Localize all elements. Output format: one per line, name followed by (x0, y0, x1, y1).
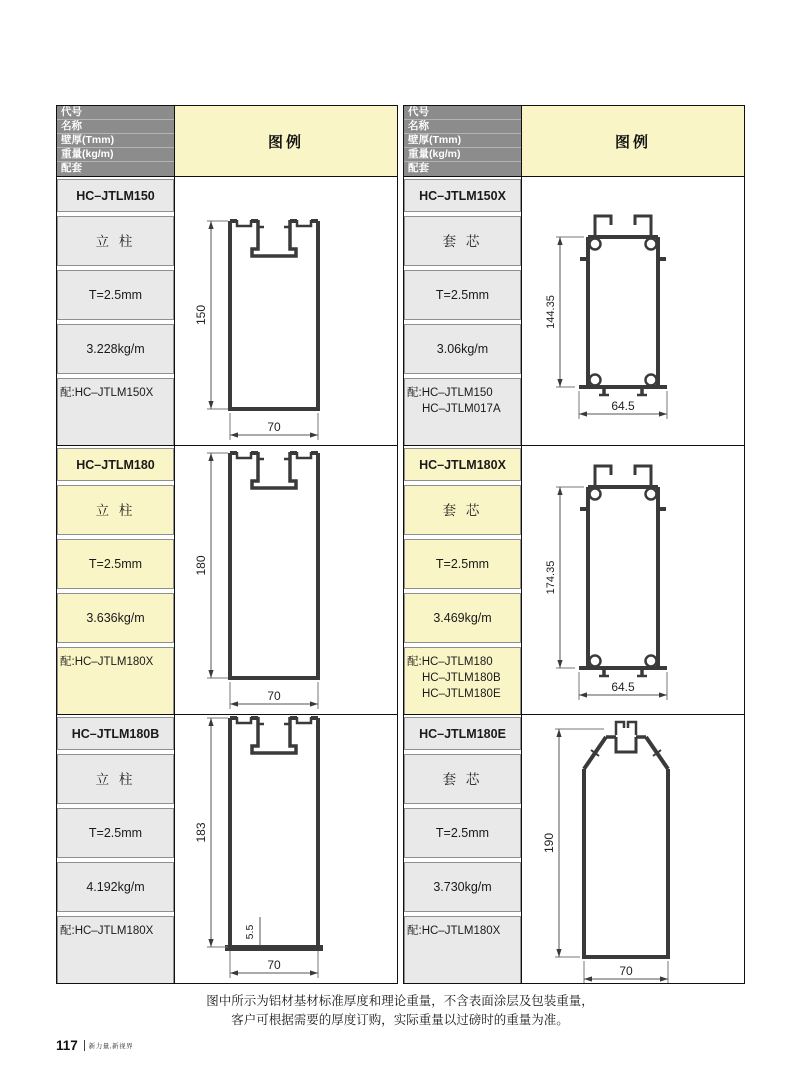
header-row-thickness: 壁厚(Tmm) (57, 134, 174, 148)
profile-weight: 4.192kg/m (57, 862, 174, 912)
cross-section-drawing (175, 177, 396, 445)
header-row-match: 配套 (408, 162, 429, 174)
profile-entry (57, 445, 397, 714)
profile-drawing-cell (175, 177, 397, 445)
dimension-label: 70 (267, 689, 281, 703)
profile-entry (57, 176, 397, 445)
header-row-name: 名称 (57, 120, 174, 134)
match-code-line: 配:HC–JTLM180 (407, 656, 493, 668)
profile-weight: 3.730kg/m (404, 862, 521, 912)
profile-match-codes (57, 647, 174, 714)
dimension-label: 5.5 (244, 924, 256, 940)
header-row-code: 代号 (404, 106, 521, 120)
match-code-line: HC–JTLM180E (422, 688, 501, 701)
footnote-line-1: 图中所示为铝材基材标准厚度和理论重量，不含表面涂层及包装重量， (206, 994, 594, 1008)
profile-match-codes (57, 916, 174, 983)
footnote (0, 992, 800, 1031)
profile-match-codes (57, 378, 174, 445)
cross-section-drawing (522, 177, 743, 445)
profile-drawing-cell (522, 715, 744, 983)
profile-thickness: T=2.5mm (57, 270, 174, 320)
dimension-label: 150 (194, 304, 208, 326)
dimension-label: 64.5 (611, 399, 635, 413)
dimension-label: 64.5 (611, 680, 635, 694)
profile-entry (57, 714, 397, 983)
header-row-match: 配套 (61, 162, 82, 174)
profile-weight: 3.06kg/m (404, 324, 521, 374)
profile-name: 立 柱 (57, 216, 174, 266)
table-header (57, 106, 397, 176)
table-header (404, 106, 744, 176)
profile-drawing-cell (522, 446, 744, 714)
dimension-label: 144.35 (545, 295, 557, 329)
profile-drawing-cell (175, 446, 397, 714)
header-row-name: 名称 (404, 120, 521, 134)
entry-spec-column (404, 446, 522, 714)
profile-drawing-cell (522, 177, 744, 445)
dimension-label: 183 (194, 822, 208, 843)
profile-tables (56, 105, 745, 984)
match-code-line: 配:HC–JTLM180X (60, 925, 154, 937)
cross-section-drawing (522, 715, 743, 983)
entry-spec-column (57, 177, 175, 445)
header-row-code: 代号 (57, 106, 174, 120)
entries-right (404, 176, 744, 983)
profile-drawing-cell (175, 715, 397, 983)
entry-spec-column (57, 446, 175, 714)
profile-table-right (403, 105, 745, 984)
match-code-line: 配:HC–JTLM180X (407, 925, 501, 937)
dimension-label: 190 (542, 832, 556, 854)
header-row-weight: 重量(kg/m) (57, 148, 174, 162)
legend-header: 图例 (175, 106, 397, 176)
page-number: 117 (56, 1038, 78, 1053)
profile-code: HC–JTLM150X (404, 179, 521, 212)
profile-name: 套 芯 (404, 216, 521, 266)
footnote-line-2: 客户可根据需要的厚度订购，实际重量以过磅时的重量为准。 (231, 1013, 569, 1028)
profile-thickness: T=2.5mm (404, 539, 521, 589)
profile-code: HC–JTLM150 (57, 179, 174, 212)
entry-spec-column (404, 177, 522, 445)
profile-weight: 3.636kg/m (57, 593, 174, 643)
footer-divider (84, 1040, 85, 1051)
dimension-label: 70 (619, 964, 633, 978)
profile-entry (404, 445, 744, 714)
header-row-thickness: 壁厚(Tmm) (404, 134, 521, 148)
header-label-column (404, 106, 522, 176)
entry-spec-column (57, 715, 175, 983)
dimension-label: 180 (194, 555, 208, 576)
cross-section-drawing (175, 446, 396, 714)
profile-weight: 3.469kg/m (404, 593, 521, 643)
cross-section-drawing (175, 715, 396, 983)
profile-name: 立 柱 (57, 485, 174, 535)
match-code-line: HC–JTLM180B (422, 672, 501, 685)
profile-code: HC–JTLM180E (404, 717, 521, 750)
profile-entry (404, 714, 744, 983)
profile-thickness: T=2.5mm (57, 808, 174, 858)
profile-match-codes (404, 916, 521, 983)
profile-entry (404, 176, 744, 445)
dimension-label: 70 (267, 420, 281, 434)
match-code-line: HC–JTLM017A (422, 403, 501, 416)
page-footer (56, 1038, 133, 1053)
profile-name: 套 芯 (404, 485, 521, 535)
profile-code: HC–JTLM180B (57, 717, 174, 750)
match-code-line: 配:HC–JTLM180X (60, 656, 154, 668)
profile-weight: 3.228kg/m (57, 324, 174, 374)
profile-code: HC–JTLM180 (57, 448, 174, 481)
legend-header: 图例 (522, 106, 744, 176)
cross-section-drawing (522, 446, 743, 714)
header-label-column (57, 106, 175, 176)
profile-thickness: T=2.5mm (57, 539, 174, 589)
match-code-line: 配:HC–JTLM150X (60, 387, 154, 399)
match-code-line: 配:HC–JTLM150 (407, 387, 493, 399)
header-row-weight: 重量(kg/m) (404, 148, 521, 162)
entry-spec-column (404, 715, 522, 983)
dimension-label: 70 (267, 958, 281, 972)
footer-slogan: 新力量,新视界 (88, 1043, 134, 1050)
profile-match-codes (404, 647, 521, 714)
profile-thickness: T=2.5mm (404, 808, 521, 858)
profile-table-left (56, 105, 398, 984)
profile-name: 套 芯 (404, 754, 521, 804)
profile-match-codes (404, 378, 521, 445)
dimension-label: 174.35 (545, 560, 557, 595)
profile-thickness: T=2.5mm (404, 270, 521, 320)
entries-left (57, 176, 397, 983)
profile-name: 立 柱 (57, 754, 174, 804)
profile-code: HC–JTLM180X (404, 448, 521, 481)
